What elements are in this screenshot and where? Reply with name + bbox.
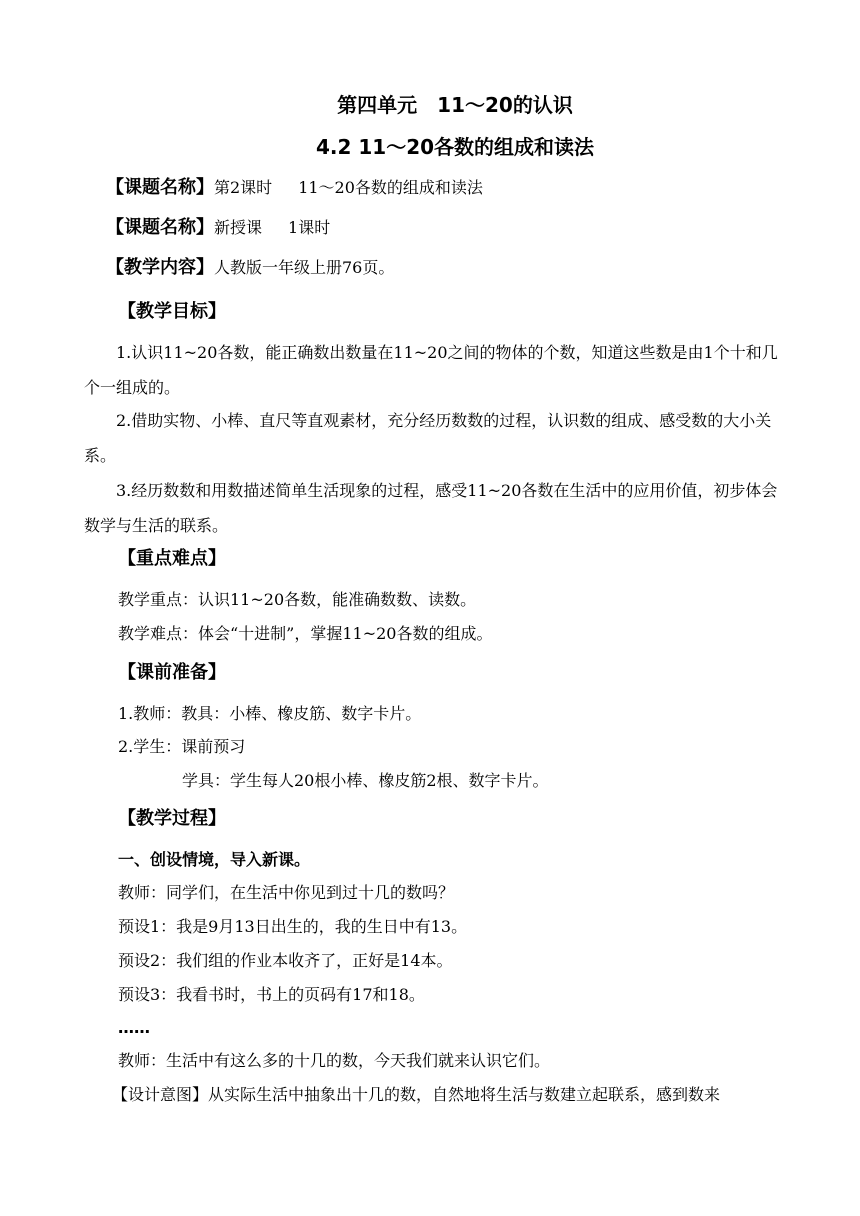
process-line: 教师：同学们，在生活中你见到过十几的数吗？ [118, 883, 455, 902]
design-intent: 【设计意图】从实际生活中抽象出十几的数，自然地将生活与数建立起联系，感到数来 [112, 1085, 721, 1104]
process-line: 预设1：我是9月13日出生的，我的生日中有13。 [118, 917, 468, 936]
goal-item-3: 3.经历数数和用数描述简单生活现象的过程，感受11~20各数在生活中的应用价值，初步体会数学与生活的联系。 [84, 481, 778, 535]
info-value: 1课时 [288, 218, 331, 237]
teaching-difficulty: 教学难点：体会“十进制”，掌握11~20各数的组成。 [118, 624, 493, 643]
teaching-focus: 教学重点：认识11~20各数，能准确数数、读数。 [118, 590, 477, 609]
goal-item-2: 2.借助实物、小棒、直尺等直观素材，充分经历数数的过程，认识数的组成、感受数的大小关系。 [84, 411, 772, 465]
process-section-1: 一、创设情境，导入新课。 [118, 850, 311, 869]
process-line: 预设3：我看书时，书上的页码有17和18。 [118, 985, 425, 1004]
process-line: 预设2：我们组的作业本收齐了，正好是14本。 [118, 951, 453, 970]
preparation-student: 2.学生：课前预习 [118, 737, 246, 756]
unit-title: 第四单元 11～20的认识 [337, 93, 573, 117]
preparation-teacher: 1.教师：教具：小棒、橡皮筋、数字卡片。 [118, 704, 422, 723]
info-label: 【课题名称】 [106, 217, 214, 238]
info-label: 【教学内容】 [106, 257, 214, 278]
info-label: 【课题名称】 [106, 177, 214, 198]
info-value: 11～20各数的组成和读法 [298, 178, 483, 197]
goal-item-1: 1.认识11~20各数，能正确数出数量在11~20之间的物体的个数，知道这些数是由1个十和几个一组成的。 [84, 343, 778, 397]
process-line: 教师：生活中有这么多的十几的数，今天我们就来认识它们。 [118, 1051, 551, 1070]
preparation-heading: 【课前准备】 [118, 662, 226, 683]
info-value: 人教版一年级上册76页。 [214, 258, 395, 277]
info-lesson-type [106, 218, 330, 238]
info-lesson-name [106, 178, 483, 198]
info-teaching-content [106, 258, 394, 278]
info-value: 第2课时 [214, 178, 273, 197]
process-heading: 【教学过程】 [118, 808, 226, 829]
goals-heading: 【教学目标】 [118, 301, 226, 322]
keypoints-heading: 【重点难点】 [118, 548, 226, 569]
process-ellipsis: …… [118, 1018, 150, 1037]
lesson-title: 4.2 11～20各数的组成和读法 [315, 135, 595, 159]
info-value: 新授课 [214, 218, 263, 237]
preparation-student-tools: 学具：学生每人20根小棒、橡皮筋2根、数字卡片。 [182, 771, 549, 790]
